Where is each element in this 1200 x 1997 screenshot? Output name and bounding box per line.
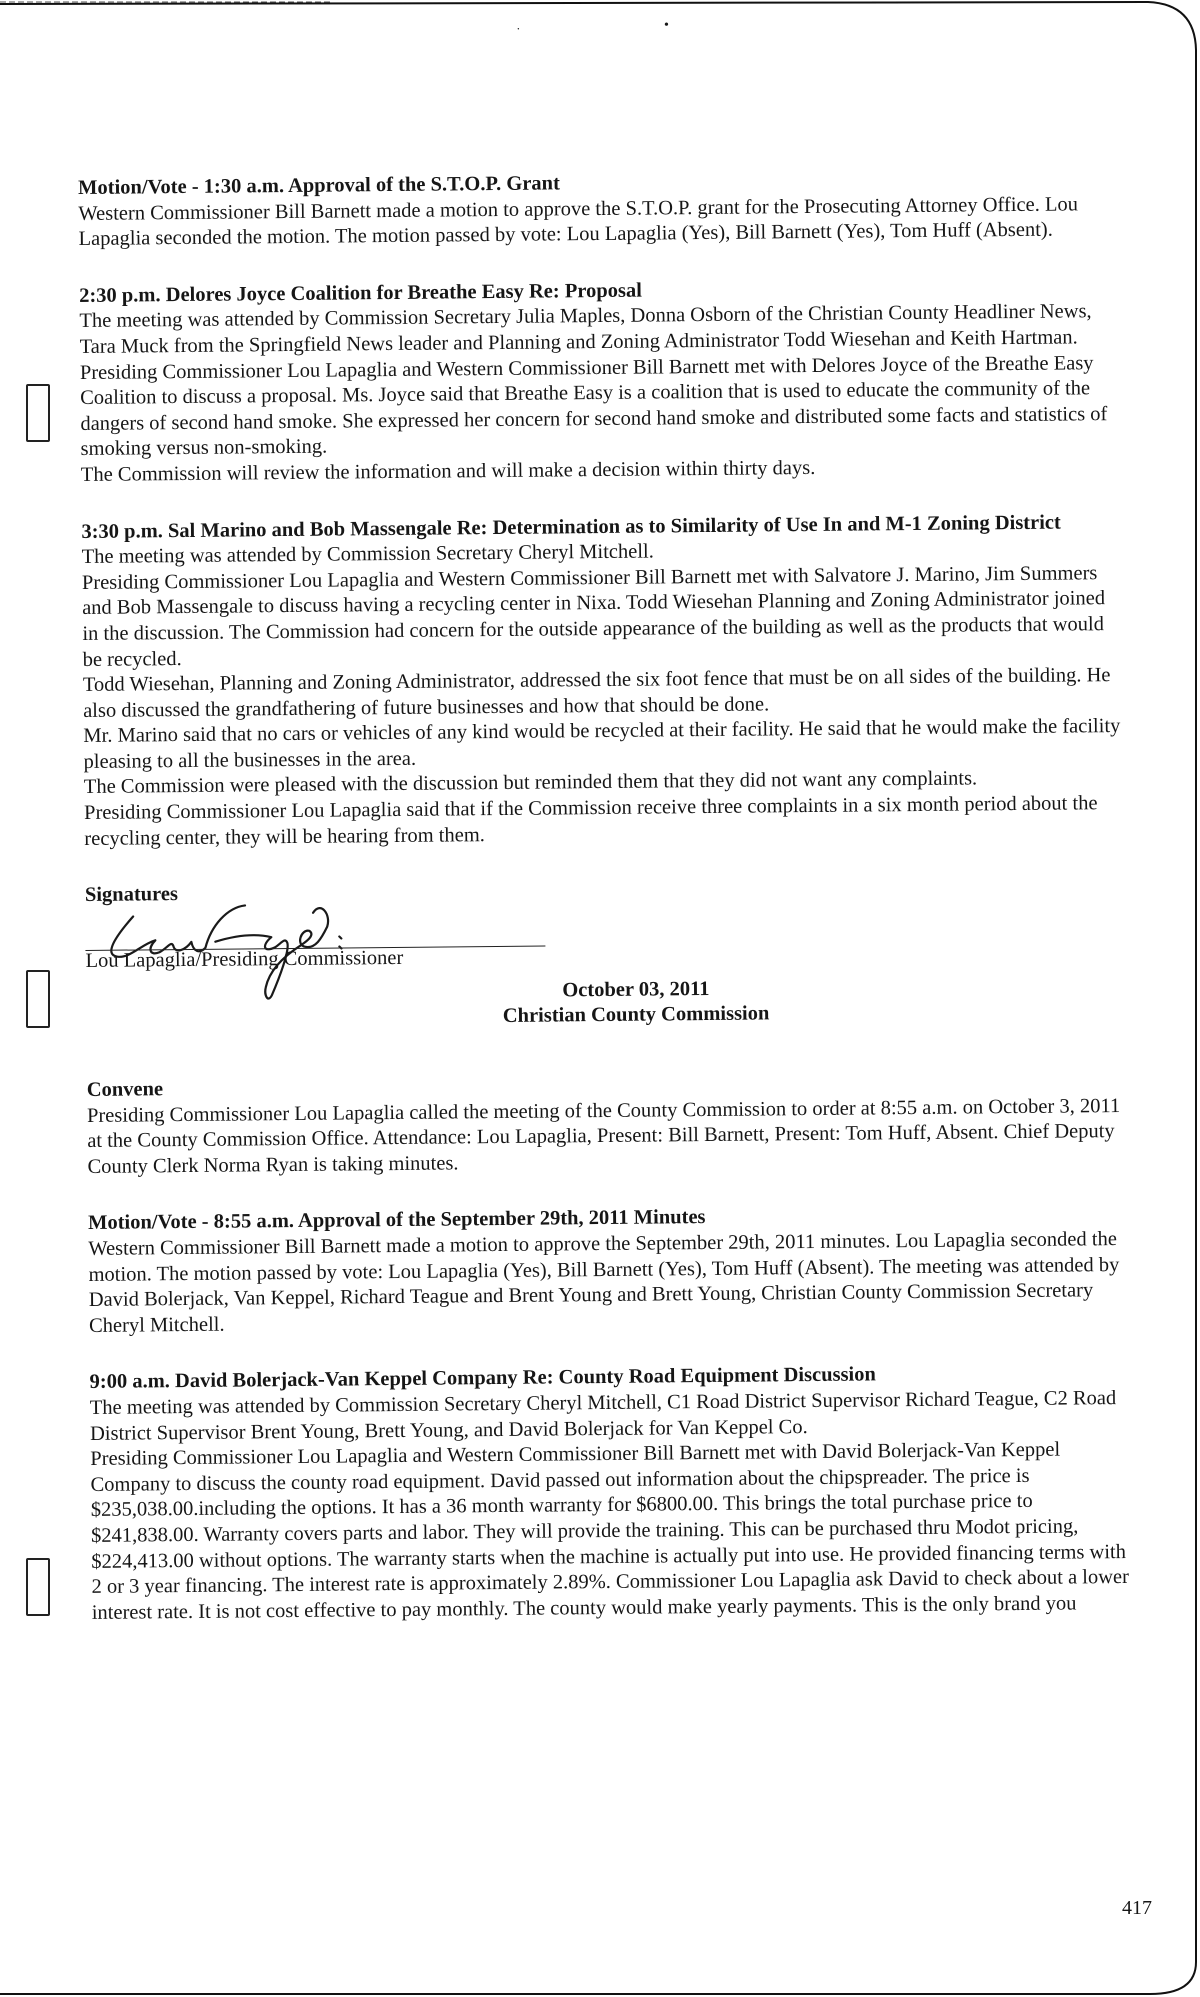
paragraph: The meeting was attended by Commission Secretary Cheryl Mitchell. [81, 540, 654, 569]
section-stop-grant [78, 166, 1119, 253]
paragraph: Presiding Commissioner Lou Lapaglia and Western Commissioner Bill Barnett met with David Bolerjack-Van Keppel Company to discuss the county road equipment. David passed out information about the chipspreader. The price is $235,038.00.including the options. It has a 36 month warranty for $6800.00. This brings the total purchase price to $241,838.00. Warranty covers parts and labor. They will provide the training. This can be purchased thru Modot pricing, $224,413.00 without options. The warranty starts when the machine is actually put into use. He provided financing terms with 2 or 3 year financing. The interest rate is approximately 2.89%. Commissioner Lou Lapaglia ask David to check about a lower interest rate. It is not cost effective to pay monthly. The county would make yearly payments. This is the only brand you [90, 1438, 1130, 1624]
signatory-name: Lou Lapaglia/Presiding Commissioner [85, 946, 404, 972]
meeting-body: Christian County Commission [502, 1002, 770, 1028]
section-heading: 9:00 a.m. David Bolerjack-Van Keppel Company Re: County Road Equipment Discussion [89, 1363, 876, 1394]
paragraph: The meeting was attended by Commission Secretary Julia Maples, Donna Osborn of the Christian County Headliner News, Tara Muck from the Springfield News leader and Planning and Zoning Administrator Todd Wiesehan and Keith Hartman. [79, 300, 1092, 358]
paragraph: Presiding Commissioner Lou Lapaglia and Western Commissioner Bill Barnett met with Delores Joyce of the Breathe Easy Coalition to discuss a proposal. Ms. Joyce said that Breathe Easy is a coalition that is used to educate the community of the dangers of second hand smoke. She expressed her concern for second hand smoke and distributed some facts and statistics of smoking versus non-smoking. [79, 351, 1108, 461]
section-recycling-center [81, 510, 1124, 853]
signature-block [85, 873, 1126, 973]
punch-hole-mark [26, 970, 50, 1028]
section-road-equipment [89, 1360, 1131, 1626]
scan-mark: • [664, 18, 669, 33]
section-heading: Convene [86, 1078, 164, 1101]
page-number: 417 [1122, 1897, 1152, 1919]
section-heading: Motion/Vote - 1:30 a.m. Approval of the S.T.O.P. Grant [78, 172, 560, 199]
paragraph: Presiding Commissioner Lou Lapaglia said that if the Commission receive three complaints in a six month period about the recycling center, they will be hearing from them. [84, 792, 1098, 850]
meeting-date: October 03, 2011 [562, 977, 710, 1002]
section-breathe-easy [79, 274, 1121, 489]
signature-area [85, 904, 546, 972]
section-heading: 2:30 p.m. Delores Joyce Coalition for Breathe Easy Re: Proposal [79, 279, 642, 307]
section-heading: Motion/Vote - 8:55 a.m. Approval of the September 29th, 2011 Minutes [87, 1206, 706, 1235]
paragraph: The Commission will review the information and will make a decision within thirty days. [80, 456, 816, 486]
paragraph: Western Commissioner Bill Barnett made a motion to approve the September 29th, 2011 minutes. Lou Lapaglia seconded the motion. The motion passed by vote: Lou Lapaglia (Yes), Bill Barnett (Yes), Tom Huff (Absent). The meeting was attended by David Bolerjack, Van Keppel, Richard Teague and Brent Young and Brett Young, Christian County Commission Secretary Cheryl Mitchell. [88, 1228, 1120, 1337]
punch-hole-mark [26, 384, 50, 442]
section-minutes-approval [88, 1201, 1129, 1339]
paragraph: Mr. Marino said that no cars or vehicles of any kind would be recycled at their facility. He said that he would make the facility pleasing to all the businesses in the area. [83, 715, 1121, 773]
section-heading: 3:30 p.m. Sal Marino and Bob Massengale Re: Determination as to Similarity of Use In and M-1 Zoning District [81, 511, 1061, 543]
signature-heading: Signatures [84, 883, 179, 907]
paragraph: The Commission were pleased with the discussion but reminded them that they did not want any complaints. [83, 767, 978, 799]
paragraph: The meeting was attended by Commission Secretary Cheryl Mitchell, C1 Road District Supervisor Richard Teague, C2 Road District Supervisor Brent Young, Brett Young, and David Bolerjack for Van Keppel Co. [89, 1387, 1117, 1445]
section-convene [87, 1068, 1128, 1180]
paragraph: Western Commissioner Bill Barnett made a motion to approve the S.T.O.P. grant for the Prosecuting Attorney Office. Lou Lapaglia seconded the motion. The motion passed by vote: Lou Lapaglia (Yes), Bill Barnett (Yes), Tom Huff (Absent). [78, 192, 1079, 251]
paragraph: Todd Wiesehan, Planning and Zoning Administrator, addressed the six foot fence that must be on all sides of the building. He also discussed the grandfathering of future businesses and how that should be done. [82, 664, 1111, 722]
paragraph: Presiding Commissioner Lou Lapaglia and Western Commissioner Bill Barnett met with Salvatore J. Marino, Jim Summers and Bob Massengale to discuss having a recycling center in Nixa. Todd Wiesehan Planning and Zoning Administrator joined in the discussion. The Commission had concern for the outside appearance of the building as well as the products that would be recycled. [81, 561, 1106, 671]
minutes-body [78, 166, 1132, 1657]
scan-mark: ˙ [516, 26, 521, 41]
paragraph: Presiding Commissioner Lou Lapaglia called the meeting of the County Commission to order at 8:55 a.m. on October 3, 2011 at the County Commission Office. Attendance: Lou Lapaglia, Present: Bill Barnett, Present: Tom Huff, Absent. Chief Deputy County Clerk Norma Ryan is taking minutes. [86, 1094, 1121, 1178]
punch-hole-mark [26, 1558, 50, 1616]
